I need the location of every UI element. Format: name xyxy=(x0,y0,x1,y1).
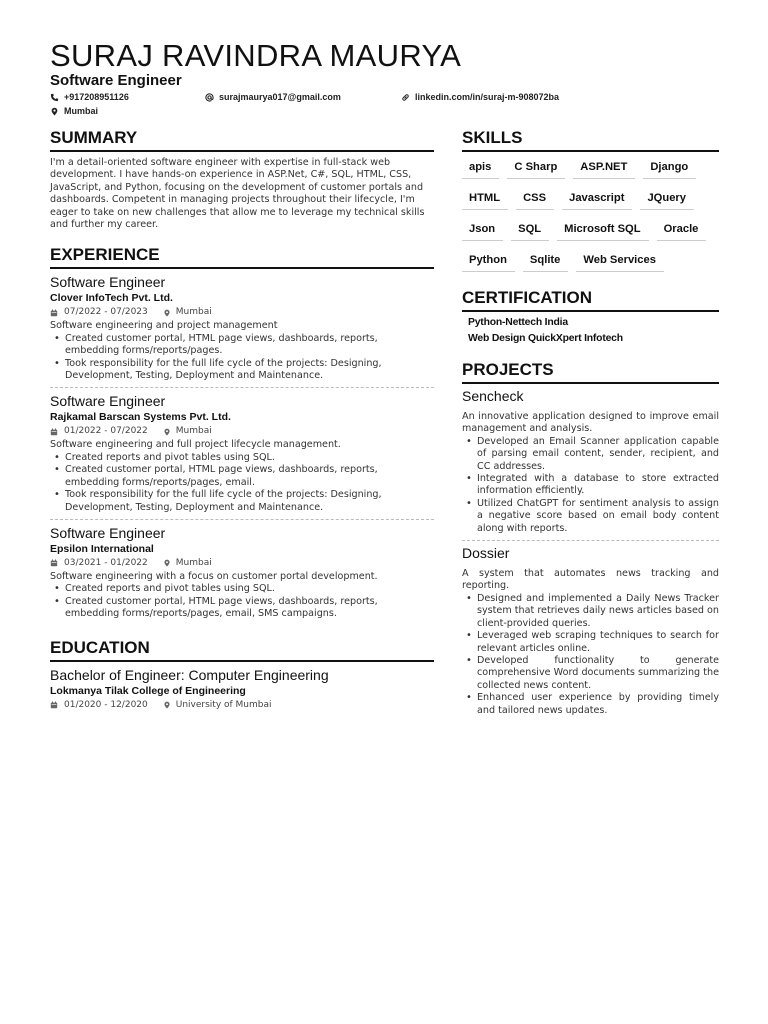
job-meta xyxy=(50,306,434,319)
certification-list xyxy=(462,315,719,347)
job-location: Mumbai xyxy=(175,426,212,437)
skill-tag: Json xyxy=(462,218,503,241)
project-description: An innovative application designed to improve email management and analysis. xyxy=(462,411,719,435)
skill-tag: Web Services xyxy=(576,249,664,272)
linkedin-url[interactable]: linkedin.com/in/suraj-m-908072ba xyxy=(415,92,560,102)
skill-tag: C Sharp xyxy=(507,156,565,179)
job-location: Mumbai xyxy=(175,557,212,568)
project-bullets xyxy=(477,593,719,717)
list-item: • Took responsibility for the full life cycle of the projects: Designing, Development, Testing, Deployment and Maintenance. xyxy=(65,358,434,383)
experience-entry xyxy=(50,524,434,621)
divider xyxy=(50,519,434,520)
list-item: • Created customer portal, HTML page views, dashboards, reports, embedding forms/reports/pages, email, SMS campaigns. xyxy=(65,596,434,621)
project-title: Dossier xyxy=(462,545,510,562)
skill-tag: CSS xyxy=(516,187,554,210)
job-description: Software engineering and full project lifecycle management. xyxy=(50,439,341,451)
company-name: Epsilon International xyxy=(50,542,154,555)
job-bullets xyxy=(65,452,434,514)
job-title: Software Engineer xyxy=(50,524,166,541)
experience-entry xyxy=(50,392,434,519)
experience-heading: EXPERIENCE xyxy=(50,245,434,269)
link-icon xyxy=(401,93,410,102)
project-title: Sencheck xyxy=(462,388,524,404)
summary-text: I'm a detail-oriented software engineer with expertise in full-stack web development. I have hands-on experience in ASP.Net, C#, SQL, HTML, CSS, JavaScript, and Python, focusing on the development of customer portals and dashboards. Competent in managing projects throughout their lifecycle, I'm eager to take on new challenges that allow me to leverage my technical skills and further my career. xyxy=(50,157,425,231)
location-pin-icon xyxy=(50,107,59,116)
job-dates: 01/2022 - 07/2022 xyxy=(64,426,148,437)
right-column xyxy=(462,128,719,717)
summary-heading: SUMMARY xyxy=(50,128,434,152)
projects-heading: PROJECTS xyxy=(462,360,719,384)
job-meta xyxy=(50,425,434,438)
job-title: Software Engineer xyxy=(50,274,166,291)
skill-tag: Sqlite xyxy=(523,249,568,272)
project-description: A system that automates news tracking and reporting. xyxy=(462,568,719,592)
list-item: • Integrated with a database to store extracted information efficiently. xyxy=(477,473,719,498)
email-address[interactable]: surajmaurya017@gmail.com xyxy=(219,92,341,102)
list-item: • Enhanced user experience by providing timely and tailored news updates. xyxy=(477,692,719,717)
company-name: Rajkamal Barscan Systems Pvt. Ltd. xyxy=(50,411,231,424)
skill-tag: JQuery xyxy=(640,187,694,210)
education-entry xyxy=(50,666,434,712)
location-pin-icon xyxy=(163,559,171,567)
list-item: • Created customer portal, HTML page views, dashboards, reports, embedding forms/reports/pages. xyxy=(65,333,434,358)
education-heading: EDUCATION xyxy=(50,638,434,662)
phone-number: +917208951126 xyxy=(64,92,129,102)
linkedin-contact[interactable] xyxy=(401,92,559,102)
list-item: • Created reports and pivot tables using SQL. xyxy=(65,452,434,464)
phone-contact xyxy=(50,92,129,102)
calendar-icon xyxy=(50,428,58,436)
skill-tag: Microsoft SQL xyxy=(557,218,648,241)
location-pin-icon xyxy=(163,309,171,317)
calendar-icon xyxy=(50,309,58,317)
project-entry xyxy=(462,544,719,717)
email-contact[interactable] xyxy=(205,92,341,102)
skill-tag: ASP.NET xyxy=(573,156,635,179)
skills-heading: SKILLS xyxy=(462,128,719,152)
job-location: Mumbai xyxy=(175,307,212,318)
job-description: Software engineering with a focus on customer portal development. xyxy=(50,570,378,582)
job-title: Software Engineer xyxy=(50,393,166,410)
job-dates: 07/2022 - 07/2023 xyxy=(64,307,148,318)
job-dates: 03/2021 - 01/2022 xyxy=(64,557,148,568)
job-bullets xyxy=(65,583,434,620)
skill-tag: SQL xyxy=(511,218,549,241)
job-description: Software engineering and project management xyxy=(50,320,278,332)
skills-list xyxy=(462,156,719,280)
divider xyxy=(462,540,719,541)
location-text: Mumbai xyxy=(64,106,99,116)
project-entry xyxy=(462,387,719,541)
calendar-icon xyxy=(50,559,58,567)
location-contact xyxy=(50,106,98,116)
list-item: • Developed an Email Scanner application capable of parsing email content, sender, recipient, and CC addresses. xyxy=(477,436,719,473)
calendar-icon xyxy=(50,701,58,709)
skill-tag: Django xyxy=(643,156,696,179)
phone-icon xyxy=(50,93,59,102)
education-meta xyxy=(50,699,434,712)
candidate-name: SURAJ RAVINDRA MAURYA xyxy=(50,38,462,73)
list-item: • Utilized ChatGPT for sentiment analysis to assign a negative score based on email body content along with reports. xyxy=(477,498,719,535)
skill-tag: Oracle xyxy=(657,218,707,241)
skill-tag: Python xyxy=(462,249,515,272)
education-location: University of Mumbai xyxy=(175,699,272,710)
candidate-title: Software Engineer xyxy=(50,72,182,89)
divider xyxy=(50,387,434,388)
list-item: • Designed and implemented a Daily News Tracker system that retrieves daily news articles based on client-provided queries. xyxy=(477,593,719,630)
at-sign-icon xyxy=(205,93,214,102)
certification-item: Web Design QuickXpert Infotech xyxy=(468,333,623,344)
list-item: • Took responsibility for the full life cycle of the projects: Designing, Development, Testing, Deployment and Maintenance. xyxy=(65,489,434,514)
list-item: • Created customer portal, HTML page views, dashboards, reports, embedding forms/reports/pages, email. xyxy=(65,464,434,489)
experience-entry xyxy=(50,273,434,388)
location-pin-icon xyxy=(163,701,171,709)
list-item: • Developed functionality to generate comprehensive Word documents summarizing the collected news content. xyxy=(477,655,719,692)
location-pin-icon xyxy=(163,428,171,436)
education-dates: 01/2020 - 12/2020 xyxy=(64,699,148,710)
skill-tag: Javascript xyxy=(562,187,632,210)
skill-tag: apis xyxy=(462,156,499,179)
school-name: Lokmanya Tilak College of Engineering xyxy=(50,684,246,697)
certification-item: Python-Nettech India xyxy=(468,317,568,328)
left-column xyxy=(50,128,434,712)
list-item: • Created reports and pivot tables using SQL. xyxy=(65,583,434,595)
job-bullets xyxy=(65,333,434,383)
skill-tag: HTML xyxy=(462,187,508,210)
list-item: • Leveraged web scraping techniques to search for relevant articles online. xyxy=(477,630,719,655)
company-name: Clover InfoTech Pvt. Ltd. xyxy=(50,292,173,305)
job-meta xyxy=(50,557,434,570)
certification-heading: CERTIFICATION xyxy=(462,288,719,312)
project-bullets xyxy=(477,436,719,535)
degree-title: Bachelor of Engineer: Computer Engineering xyxy=(50,666,329,683)
